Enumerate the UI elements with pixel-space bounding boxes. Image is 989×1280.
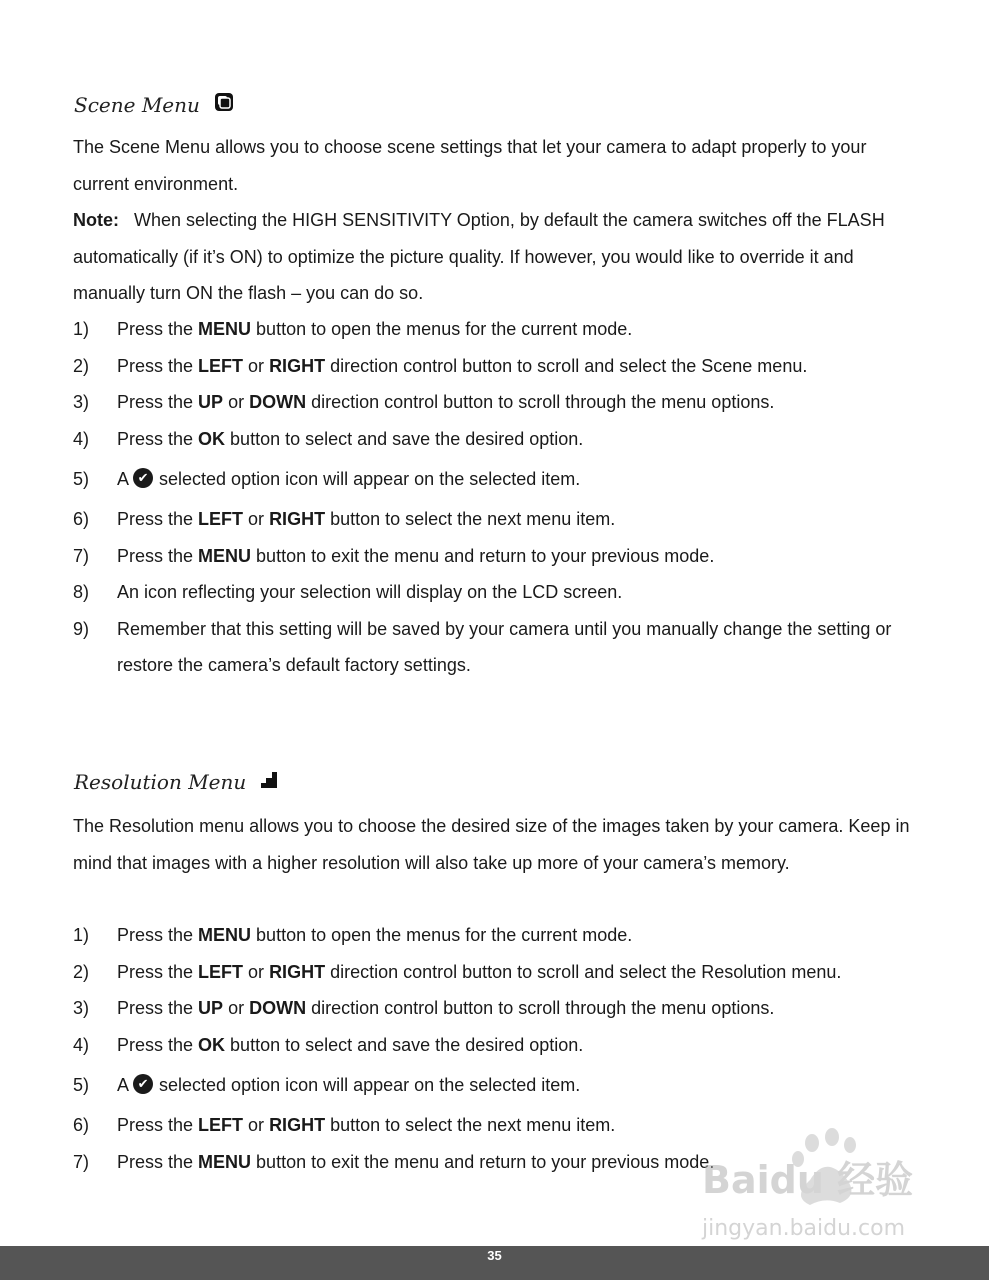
resolution-menu-icon [260, 770, 278, 794]
resolution-menu-title: Resolution Menu [74, 770, 247, 794]
watermark-url: jingyan.baidu.com [702, 1216, 906, 1241]
note-text: When selecting the HIGH SENSITIVITY Option, by default the camera switches off the FLASH automatically (if it’s ON) to optimize the picture quality. If however, you would like to override it and manually turn ON the flash – you can do so. [73, 210, 885, 303]
page-number: 35 [487, 1248, 502, 1263]
list-item: 6) Press the LEFT or RIGHT button to select the next menu item. [73, 509, 616, 529]
list-item: 4) Press the OK button to select and save the desired option. [73, 428, 584, 449]
scene-menu-title: Scene Menu [74, 92, 200, 117]
list-item: 8) An icon reflecting your selection will display on the LCD screen. [73, 582, 623, 602]
scene-note [73, 202, 913, 312]
list-item: 3) Press the UP or DOWN direction control button to scroll through the menu options. [73, 392, 775, 412]
resolution-menu-heading [74, 770, 278, 794]
list-item: 2) Press the LEFT or RIGHT direction control button to scroll and select the Resolution menu. [73, 961, 842, 982]
list-item: 5) A ✔ selected option icon will appear on the selected item. [73, 469, 581, 489]
selected-check-icon: ✔ [133, 1074, 153, 1094]
resolution-intro: The Resolution menu allows you to choose the desired size of the images taken by your camera. Keep in mind that images with a higher resolution will also take up more of your camera’s memory. [73, 816, 910, 873]
list-item: 1) Press the MENU button to open the menus for the current mode. [73, 319, 633, 339]
list-item: 2) Press the LEFT or RIGHT direction control button to scroll and select the Scene menu. [73, 355, 808, 376]
scene-steps [73, 311, 913, 684]
list-item: 6) Press the LEFT or RIGHT button to select the next menu item. [73, 1115, 616, 1135]
selected-check-icon: ✔ [133, 468, 153, 488]
page-footer [0, 1246, 989, 1280]
scene-intro: The Scene Menu allows you to choose scene settings that let your camera to adapt properly to your current environment. [73, 137, 867, 194]
list-item: 4) Press the OK button to select and save the desired option. [73, 1034, 584, 1055]
list-item: 5) A ✔ selected option icon will appear on the selected item. [73, 1075, 581, 1095]
list-item: 3) Press the UP or DOWN direction control button to scroll through the menu options. [73, 998, 775, 1018]
watermark-brand: Baidu 经验 [702, 1158, 914, 1202]
scene-menu-heading [74, 92, 234, 117]
scene-menu-icon [214, 92, 234, 117]
list-item: 7) Press the MENU button to exit the menu and return to your previous mode. [73, 1151, 715, 1172]
note-label: Note: [73, 210, 119, 230]
list-item: 1) Press the MENU button to open the menus for the current mode. [73, 925, 633, 945]
baidu-watermark [700, 1125, 950, 1245]
list-item: 7) Press the MENU button to exit the menu and return to your previous mode. [73, 545, 715, 566]
list-item: 9) Remember that this setting will be saved by your camera until you manually change the setting or restore the camera’s default factory settings. [73, 618, 892, 675]
